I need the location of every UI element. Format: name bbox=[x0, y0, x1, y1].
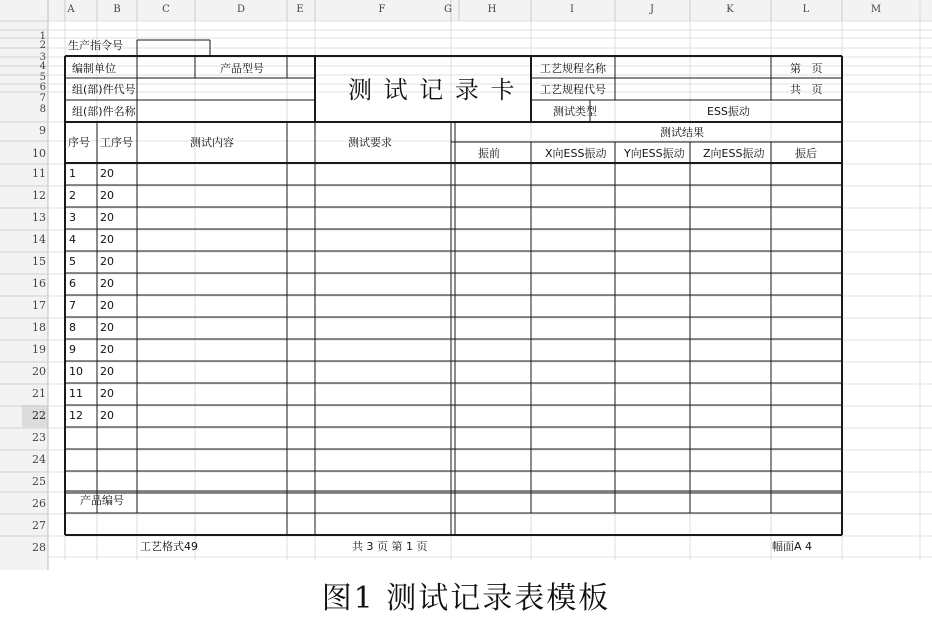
form-title: 测 试 记 录 卡 bbox=[348, 76, 517, 104]
column-header-h[interactable]: H bbox=[487, 4, 497, 15]
row-header-20[interactable]: 20 bbox=[32, 365, 46, 378]
row-seq[interactable]: 12 bbox=[69, 409, 83, 422]
column-header-m[interactable]: M bbox=[870, 4, 882, 15]
op-seq-header: 工序号 bbox=[100, 136, 133, 149]
row-op-seq[interactable]: 20 bbox=[100, 365, 114, 378]
after-header: 振后 bbox=[795, 147, 817, 160]
row-header-21[interactable]: 21 bbox=[32, 387, 46, 400]
row-header-6[interactable]: 6 bbox=[39, 82, 46, 93]
row-seq[interactable]: 1 bbox=[69, 167, 76, 180]
row-op-seq[interactable]: 20 bbox=[100, 233, 114, 246]
row-seq[interactable]: 8 bbox=[69, 321, 76, 334]
row-seq[interactable]: 7 bbox=[69, 299, 76, 312]
row-op-seq[interactable]: 20 bbox=[100, 343, 114, 356]
row-seq[interactable]: 2 bbox=[69, 189, 76, 202]
row-seq[interactable]: 4 bbox=[69, 233, 76, 246]
row-seq[interactable]: 10 bbox=[69, 365, 83, 378]
row-header-12[interactable]: 12 bbox=[32, 189, 46, 202]
page-number-label: 第 页 bbox=[790, 62, 823, 75]
row-header-13[interactable]: 13 bbox=[32, 211, 46, 224]
row-op-seq[interactable]: 20 bbox=[100, 277, 114, 290]
page-total-label: 共 页 bbox=[790, 83, 823, 96]
row-header-23[interactable]: 23 bbox=[32, 431, 46, 444]
part-name-label: 组(部)件名称 bbox=[72, 105, 136, 118]
row-op-seq[interactable]: 20 bbox=[100, 409, 114, 422]
column-header-l[interactable]: L bbox=[802, 4, 810, 15]
row-header-18[interactable]: 18 bbox=[32, 321, 46, 334]
row-op-seq[interactable]: 20 bbox=[100, 167, 114, 180]
footer-pages: 共 3 页 第 1 页 bbox=[352, 540, 428, 553]
row-seq[interactable]: 5 bbox=[69, 255, 76, 268]
row-header-24[interactable]: 24 bbox=[32, 453, 46, 466]
row-header-16[interactable]: 16 bbox=[32, 277, 46, 290]
row-header-17[interactable]: 17 bbox=[32, 299, 46, 312]
column-header-e[interactable]: E bbox=[296, 4, 304, 15]
column-header-b[interactable]: B bbox=[113, 4, 121, 15]
row-op-seq[interactable]: 20 bbox=[100, 189, 114, 202]
column-header-g[interactable]: G bbox=[444, 4, 452, 15]
row-seq[interactable]: 11 bbox=[69, 387, 83, 400]
column-header-f[interactable]: F bbox=[378, 4, 386, 15]
prep-unit-label: 编制单位 bbox=[72, 62, 116, 75]
row-header-3[interactable]: 3 bbox=[39, 52, 46, 63]
row-seq[interactable]: 3 bbox=[69, 211, 76, 224]
test-type-label: 测试类型 bbox=[553, 105, 597, 118]
test-content-header: 测试内容 bbox=[190, 136, 234, 149]
row-op-seq[interactable]: 20 bbox=[100, 321, 114, 334]
product-model-label: 产品型号 bbox=[220, 62, 264, 75]
footer-size: 幅面A 4 bbox=[772, 540, 813, 553]
row-seq[interactable]: 9 bbox=[69, 343, 76, 356]
column-header-a[interactable]: A bbox=[67, 4, 75, 15]
row-header-9[interactable]: 9 bbox=[39, 124, 46, 137]
production-order-label: 生产指令号 bbox=[68, 39, 123, 52]
row-header-10[interactable]: 10 bbox=[32, 147, 46, 160]
column-header-c[interactable]: C bbox=[162, 4, 170, 15]
footer-format: 工艺格式49 bbox=[140, 540, 198, 553]
part-code-label: 组(部)件代号 bbox=[72, 83, 136, 96]
row-header-5[interactable]: 5 bbox=[39, 72, 46, 83]
figure-caption: 图1 测试记录表模板 bbox=[321, 581, 611, 616]
process-code-label: 工艺规程代号 bbox=[540, 83, 606, 96]
row-op-seq[interactable]: 20 bbox=[100, 387, 114, 400]
row-header-14[interactable]: 14 bbox=[32, 233, 46, 246]
row-header-4[interactable]: 4 bbox=[39, 61, 46, 72]
row-op-seq[interactable]: 20 bbox=[100, 211, 114, 224]
x-vib-header: X向ESS振动 bbox=[545, 147, 607, 160]
column-header-j[interactable]: J bbox=[649, 4, 654, 15]
row-header-11[interactable]: 11 bbox=[32, 167, 46, 180]
column-header-d[interactable]: D bbox=[236, 4, 246, 15]
product-no-label: 产品编号 bbox=[80, 494, 124, 507]
before-header: 振前 bbox=[478, 147, 500, 160]
seq-header: 序号 bbox=[68, 136, 90, 149]
row-header-15[interactable]: 15 bbox=[32, 255, 46, 268]
row-seq[interactable]: 6 bbox=[69, 277, 76, 290]
column-header-k[interactable]: K bbox=[726, 4, 734, 15]
test-type-value: ESS振动 bbox=[707, 105, 750, 118]
row-op-seq[interactable]: 20 bbox=[100, 299, 114, 312]
process-name-label: 工艺规程名称 bbox=[540, 62, 606, 75]
row-header-27[interactable]: 27 bbox=[32, 519, 46, 532]
column-header-bg bbox=[0, 0, 932, 21]
row-header-19[interactable]: 19 bbox=[32, 343, 46, 356]
row-header-7[interactable]: 7 bbox=[39, 93, 46, 104]
z-vib-header: Z向ESS振动 bbox=[703, 147, 765, 160]
column-header-i[interactable]: I bbox=[570, 4, 574, 15]
row-header-8[interactable]: 8 bbox=[39, 104, 46, 115]
test-result-header: 测试结果 bbox=[660, 126, 704, 139]
row-header-28[interactable]: 28 bbox=[32, 541, 46, 554]
y-vib-header: Y向ESS振动 bbox=[624, 147, 685, 160]
test-req-header: 测试要求 bbox=[348, 136, 392, 149]
row-header-1[interactable]: 1 bbox=[39, 31, 46, 42]
row-header-2[interactable]: 2 bbox=[39, 40, 46, 51]
row-header-25[interactable]: 25 bbox=[32, 475, 46, 488]
row-header-26[interactable]: 26 bbox=[32, 497, 46, 510]
row-op-seq[interactable]: 20 bbox=[100, 255, 114, 268]
row-header-22[interactable]: 22 bbox=[32, 409, 46, 422]
